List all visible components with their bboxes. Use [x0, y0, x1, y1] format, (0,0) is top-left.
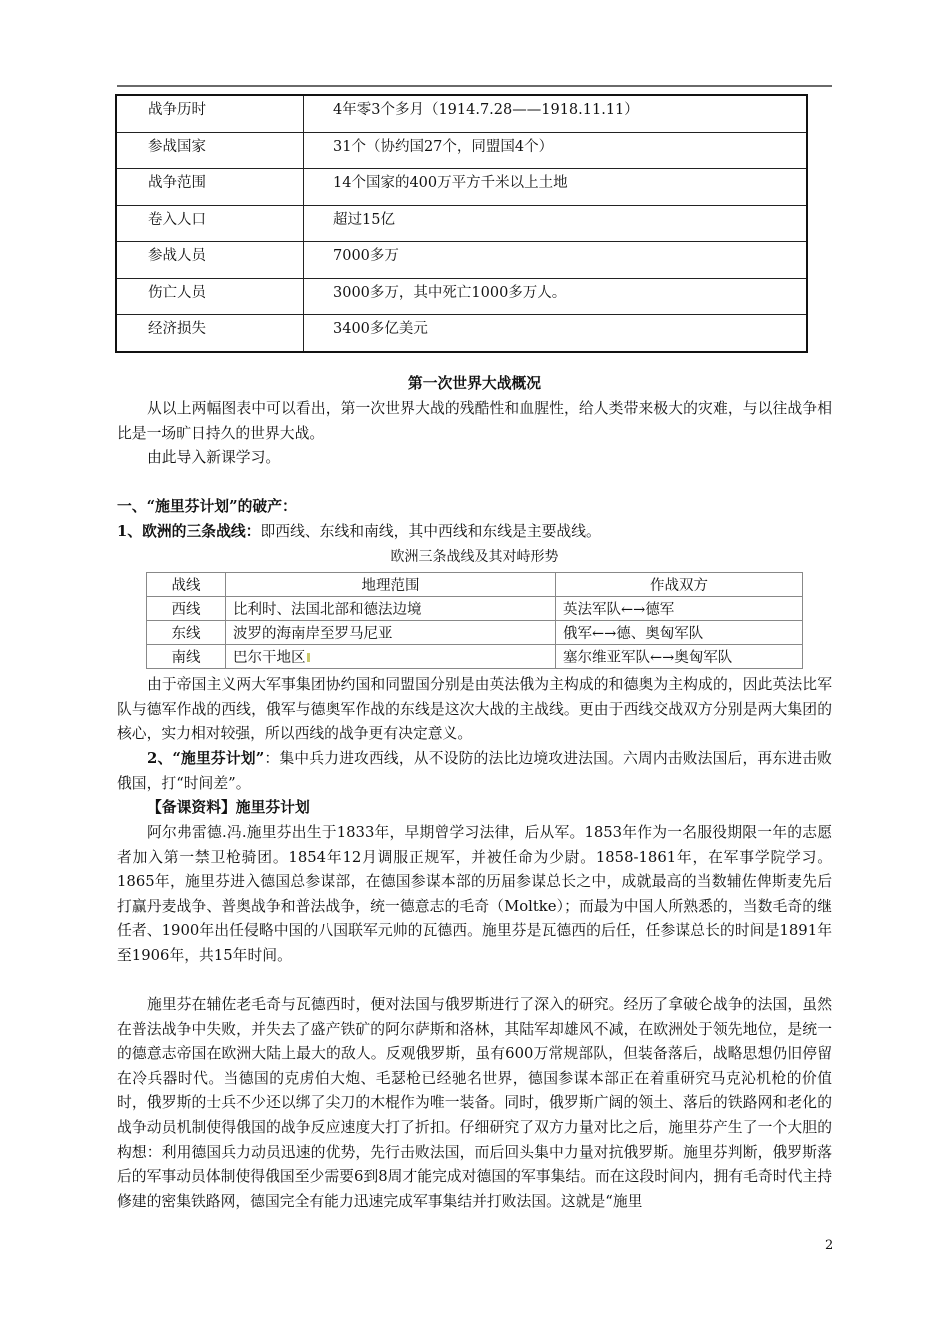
reference-paragraph-2: 施里芬在辅佐老毛奇与瓦德西时，便对法国与俄罗斯进行了深入的研究。经历了拿破仑战争的法国，虽然在普法战争中失败，并失去了盛产铁矿的阿尔萨斯和洛林，其陆军却雄风不减，在欧洲处于领先地位，是统一的德意志帝国在欧洲大陆上最大的敌人。反观俄罗斯，虽有600万常规部队，但装备落后，战略思想仍旧停留在冷兵器时代。当德国的克虏伯大炮、毛瑟枪已经驰名世界，德国参谋本部正在着重研究马克沁机枪的价值时，俄罗斯的士兵不少还以绑了尖刀的木棍作为唯一装备。同时，俄罗斯广阔的领土、落后的铁路网和老化的战争动员机制使得俄国的战争反应速度大打了折扣。仔细研究了双方力量对比之后，施里芬产生了一个大胆的构想：利用德国兵力动员迅速的优势，先行击败法国，而后回头集中力量对抗俄罗斯。施里芬判断，俄罗斯落后的军事动员体制使得俄国至少需要6到8周才能完成对德国的军事集结。而在这段时间内，拥有毛奇时代主持修建的密集铁路网，德国完全有能力迅速完成军事集结并打败法国。这就是“施里 [117, 996, 832, 1210]
stat-value: 3000多万，其中死亡1000多万人。 [304, 278, 808, 315]
table-caption: 第一次世界大战概况 [407, 375, 542, 392]
table-row [116, 169, 807, 206]
table-row [116, 205, 807, 242]
stat-label: 战争历时 [116, 95, 304, 132]
point-2-label: 2、“施里芬计划” [147, 750, 265, 767]
stat-label: 卷入人口 [116, 205, 304, 242]
page-number: 2 [825, 1238, 834, 1253]
front-sides: 俄军←→德、奥匈军队 [556, 621, 803, 645]
table-row [116, 132, 807, 169]
stat-value: 14个国家的400万平方千米以上土地 [304, 169, 808, 206]
table-row [116, 95, 807, 132]
fronts-table-title: 欧洲三条战线及其对峙形势 [390, 549, 559, 565]
reference-heading: 【备课资料】施里芬计划 [147, 799, 310, 816]
table-header-row [147, 573, 803, 597]
stat-value: 超过15亿 [304, 205, 808, 242]
point-1 [117, 520, 832, 545]
table-row [116, 242, 807, 279]
front-range: 波罗的海南岸至罗马尼亚 [226, 621, 556, 645]
fronts-table [146, 572, 803, 669]
front-name: 南线 [147, 645, 226, 669]
stat-label: 伤亡人员 [116, 278, 304, 315]
front-range [226, 645, 556, 669]
point-2-text: ：集中兵力进攻西线，从不设防的法比边境攻进法国。六周内击败法国后，再东进击败俄国，打“时间差”。 [117, 750, 832, 792]
reference-paragraph-1: 阿尔弗雷德.冯.施里芬出生于1833年，早期曾学习法律，后从军。1853年作为一名服役期限一年的志愿者加入第一禁卫枪骑团。1854年12月调服正规军，并被任命为少尉。1858-1861年，在军事学院学习。1865年，施里芬进入德国总参谋部，在德国参谋本部的历届参谋总长之中，成就最高的当数辅佐俾斯麦先后打赢丹麦战争、普奥战争和普法战争，统一德意志的毛奇（Moltke）；而最为中国人所熟悉的，当数毛奇的继任者、1900年出任侵略中国的八国联军元帅的瓦德西。施里芬是瓦德西的后任，任参谋总长的时间是1891年至1906年，共15年时间。 [117, 824, 832, 964]
front-sides: 英法军队←→德军 [556, 597, 803, 621]
stat-value: 4年零3个多月（1914.7.28——1918.11.11） [304, 95, 808, 132]
front-name: 东线 [147, 621, 226, 645]
column-header: 地理范围 [226, 573, 556, 597]
stat-value: 3400多亿美元 [304, 315, 808, 352]
stat-label: 经济损失 [116, 315, 304, 352]
table-row [147, 645, 803, 669]
front-name: 西线 [147, 597, 226, 621]
front-range: 比利时、法国北部和德法边境 [226, 597, 556, 621]
front-range-text: 巴尔干地区 [233, 650, 306, 666]
point-2 [117, 747, 832, 796]
explain-paragraph: 由于帝国主义两大军事集团协约国和同盟国分别是由英法俄为主构成的和德奥为主构成的，因此英法比军队与德军作战的西线，俄军与德奥军作战的东线是这次大战的主战线。更由于西线交战双方分别是两大集团的核心，实力相对较强，所以西线的战争更有决定意义。 [117, 676, 832, 743]
table-row [116, 315, 807, 352]
table-row [147, 621, 803, 645]
stat-label: 战争范围 [116, 169, 304, 206]
stat-value: 7000多万 [304, 242, 808, 279]
section-heading: 一、“施里芬计划”的破产： [117, 498, 297, 515]
ww1-stats-table [115, 94, 808, 353]
stat-label: 参战人员 [116, 242, 304, 279]
point-1-text: 即西线、东线和南线，其中西线和东线是主要战线。 [260, 523, 601, 540]
column-header: 战线 [147, 573, 226, 597]
stat-value: 31个（协约国27个，同盟国4个） [304, 132, 808, 169]
intro-paragraph: 从以上两幅图表中可以看出，第一次世界大战的残酷性和血腥性，给人类带来极大的灾难，与以往战争相比是一场旷日持久的世界大战。 [117, 400, 832, 442]
header-rule [117, 85, 832, 87]
intro-lead-in: 由此导入新课学习。 [147, 449, 281, 466]
column-header: 作战双方 [556, 573, 803, 597]
front-sides: 塞尔维亚军队←→奥匈军队 [556, 645, 803, 669]
point-1-label: 1、欧洲的三条战线： [117, 523, 261, 540]
edit-mark [307, 653, 310, 662]
table-row [147, 597, 803, 621]
stat-label: 参战国家 [116, 132, 304, 169]
table-row [116, 278, 807, 315]
